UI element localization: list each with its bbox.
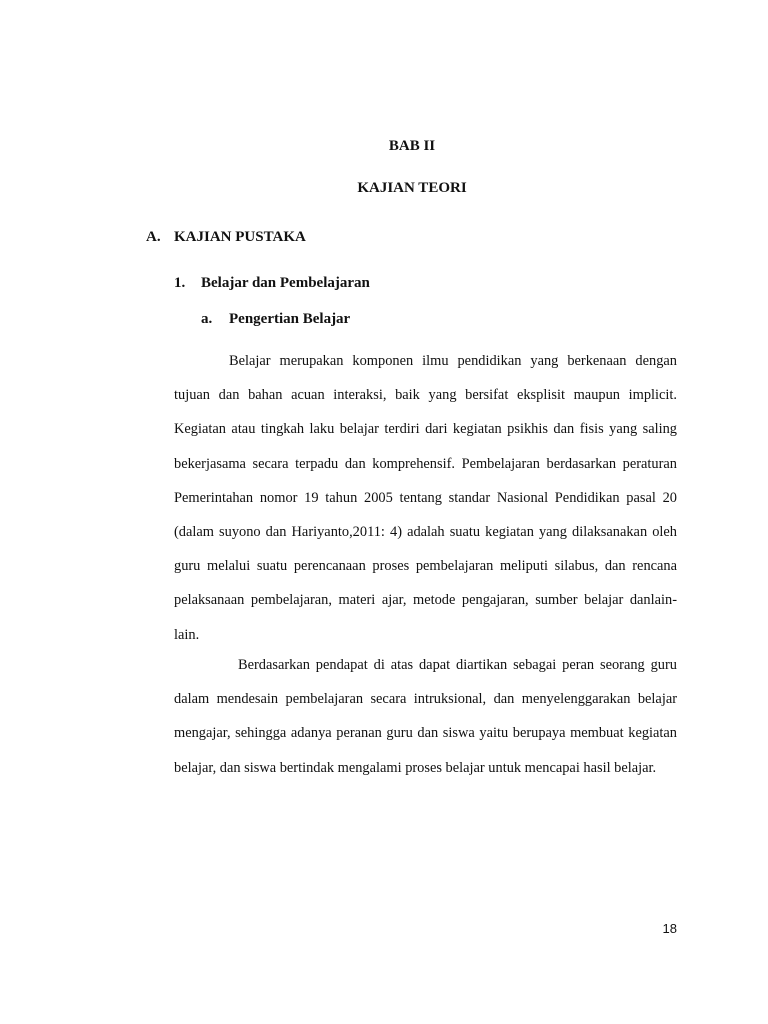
section-heading [146, 229, 306, 246]
subsubsection-heading [201, 311, 350, 328]
subsubsection-title: Pengertian Belajar [229, 311, 351, 327]
chapter-title: KAJIAN TEORI [357, 180, 467, 196]
page-number: 18 [662, 921, 677, 936]
paragraph-2: Berdasarkan pendapat di atas dapat diartikan sebagai peran seorang guru dalam mendesain pembelajaran secara intruksional, dan menyelenggarakan belajar mengajar, sehingga adanya peranan guru dan siswa yaitu berupaya membuat kegiatan belajar, dan siswa bertindak mengalami proses belajar untuk mencapai hasil belajar. [174, 657, 677, 776]
subsection-heading [174, 275, 370, 292]
chapter-number: BAB II [388, 138, 436, 154]
subsection-marker: 1. [174, 275, 186, 291]
paragraph-1: Belajar merupakan komponen ilmu pendidikan yang berkenaan dengan tujuan dan bahan acuan interaksi, baik yang bersifat eksplisit maupun implicit. Kegiatan atau tingkah laku belajar terdiri dari kegiatan psikhis dan fisis yang saling bekerjasama secara terpadu dan komprehensif. Pembelajaran berdasarkan peraturan Pemerintahan nomor 19 tahun 2005 tentang standar Nasional Pendidikan pasal 20 (dalam suyono dan Hariyanto,2011: 4) adalah suatu kegiatan yang dilaksanakan oleh guru melalui suatu perencanaan proses pembelajaran meliputi silabus, dan rencana pelaksanaan pembelajaran, materi ajar, metode pengajaran, sumber belajar danlain-lain. [174, 353, 677, 643]
subsection-title: Belajar dan Pembelajaran [201, 275, 370, 291]
subsubsection-marker: a. [201, 311, 213, 327]
section-marker: A. [146, 229, 161, 245]
section-title: KAJIAN PUSTAKA [174, 229, 306, 245]
